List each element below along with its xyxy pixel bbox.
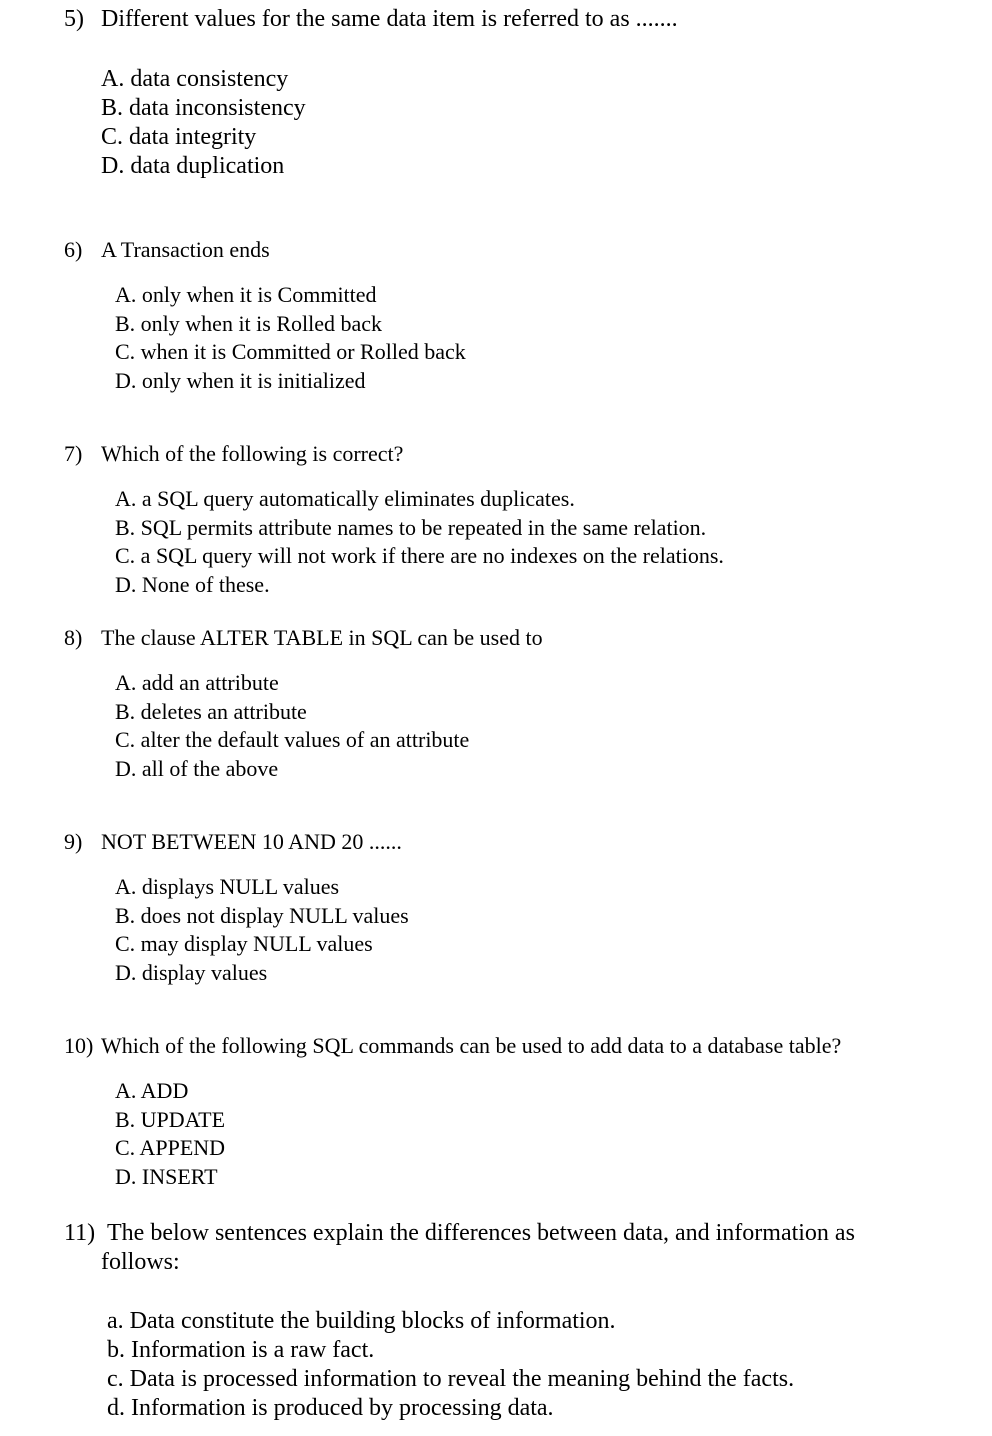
- option-a: A. a SQL query automatically eliminates duplicates.: [115, 486, 575, 511]
- question-number: 5): [64, 6, 84, 32]
- option-a: A. data consistency: [101, 66, 289, 92]
- option-b: B. SQL permits attribute names to be repeated in the same relation.: [115, 514, 707, 540]
- option-d: D. all of the above: [115, 756, 279, 782]
- question-text: The below sentences explain the differences between data, and information as: [107, 1220, 855, 1246]
- option-c: C. when it is Committed or Rolled back: [115, 339, 466, 365]
- options-list: [115, 1077, 225, 1192]
- question-stem: [64, 1220, 934, 1247]
- option-d: D. None of these.: [115, 572, 270, 598]
- option-c: C. alter the default values of an attribute: [115, 727, 470, 753]
- option-a: a. Data constitute the building blocks of information.: [107, 1308, 616, 1334]
- option-c: c. Data is processed information to reveal the meaning behind the facts.: [107, 1366, 795, 1392]
- option-b: B. deletes an attribute: [115, 698, 307, 724]
- options-list: [115, 281, 466, 396]
- question-number: 7): [64, 441, 83, 466]
- question-stem: [64, 6, 678, 33]
- question-stem: [64, 441, 403, 467]
- options-list: [101, 65, 306, 181]
- option-b: B. UPDATE: [115, 1106, 226, 1132]
- option-a: A. ADD: [115, 1078, 189, 1103]
- options-list: [107, 1307, 794, 1423]
- question-stem: [64, 829, 402, 855]
- option-d: D. data duplication: [101, 153, 285, 179]
- option-b: B. data inconsistency: [101, 95, 306, 121]
- question-text: NOT BETWEEN 10 AND 20 ......: [101, 829, 402, 854]
- options-list: [115, 485, 724, 600]
- options-list: [115, 669, 469, 784]
- question-text: The clause ALTER TABLE in SQL can be used to: [101, 625, 543, 650]
- option-b: b. Information is a raw fact.: [107, 1337, 375, 1363]
- question-number: 11): [64, 1220, 96, 1246]
- question-text: Which of the following is correct?: [101, 441, 404, 466]
- option-c: C. data integrity: [101, 124, 257, 150]
- question-number: 6): [64, 237, 83, 262]
- option-c: C. a SQL query will not work if there are no indexes on the relations.: [115, 543, 724, 569]
- question-number: 8): [64, 625, 83, 650]
- question-stem: [64, 237, 270, 263]
- option-b: B. only when it is Rolled back: [115, 310, 383, 336]
- question-text: A Transaction ends: [101, 237, 270, 262]
- question-number: 9): [64, 829, 83, 854]
- question-number: 10): [64, 1033, 94, 1058]
- option-d: D. only when it is initialized: [115, 368, 366, 394]
- option-d: D. INSERT: [115, 1164, 218, 1190]
- question-text: Different values for the same data item is referred to as .......: [101, 6, 678, 32]
- question-stem: [64, 1033, 841, 1059]
- option-c: C. may display NULL values: [115, 931, 373, 957]
- options-list: [115, 873, 409, 988]
- option-a: A. only when it is Committed: [115, 282, 377, 307]
- question-text-continued: follows:: [101, 1249, 180, 1275]
- question-text: Which of the following SQL commands can be used to add data to a database table?: [101, 1033, 842, 1058]
- option-d: d. Information is produced by processing data.: [107, 1395, 554, 1421]
- option-a: A. add an attribute: [115, 670, 279, 695]
- question-stem: [64, 625, 543, 651]
- option-b: B. does not display NULL values: [115, 902, 409, 928]
- option-c: C. APPEND: [115, 1135, 226, 1161]
- option-d: D. display values: [115, 960, 268, 986]
- option-a: A. displays NULL values: [115, 874, 340, 899]
